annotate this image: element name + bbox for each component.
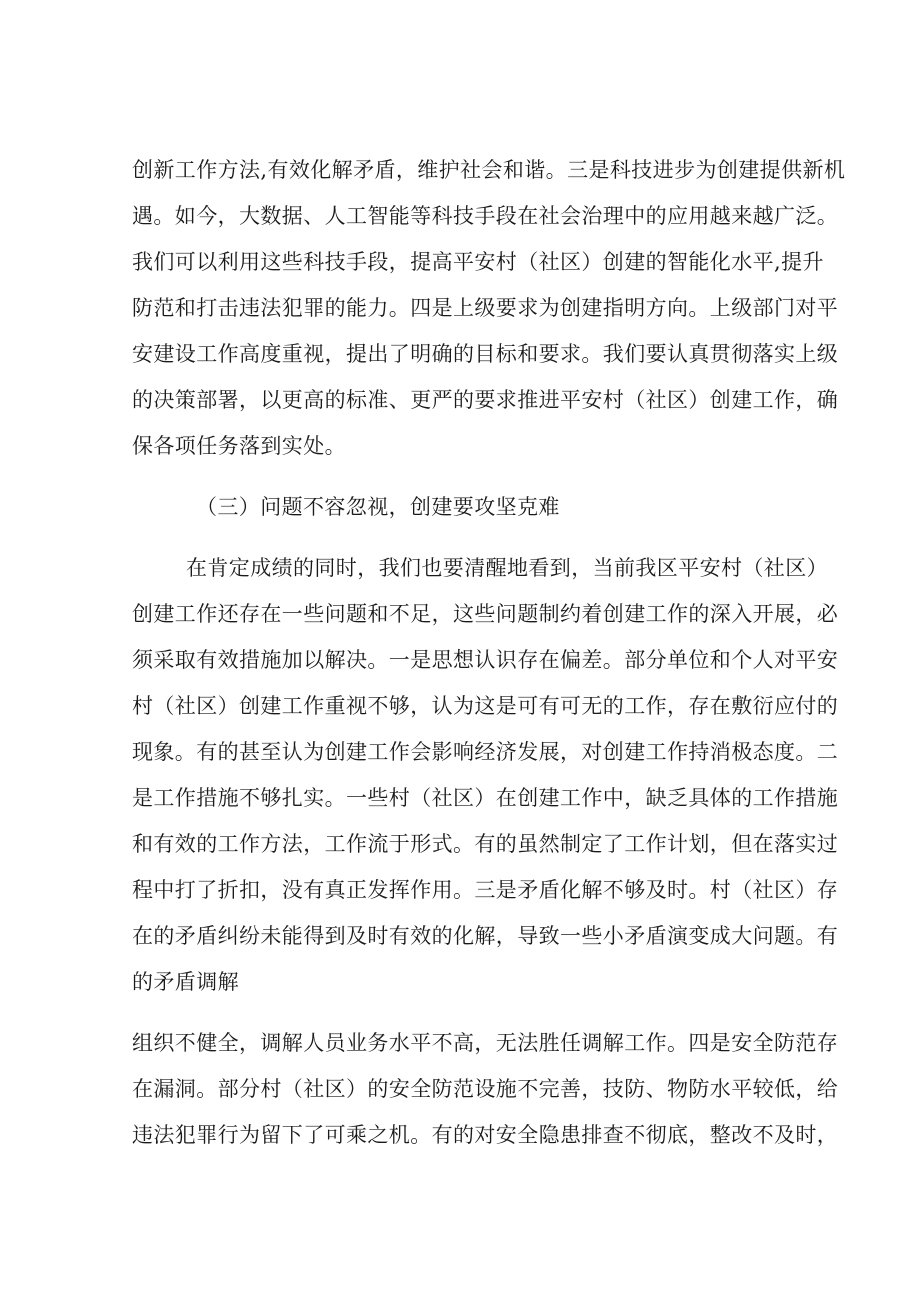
paragraph-line: 在漏洞。部分村（社区）的安全防范设施不完善，技防、物防水平较低，给 xyxy=(132,1077,839,1101)
paragraph-line: 组织不健全，调解人员业务水平不高，无法胜任调解工作。四是安全防范存 xyxy=(132,1031,839,1055)
paragraph-line: 创新工作方法,有效化解矛盾，维护社会和谐。三是科技进步为创建提供新机 xyxy=(132,158,846,182)
paragraph-line: 遇。如今，大数据、人工智能等科技手段在社会治理中的应用越来越广泛。 xyxy=(132,204,839,228)
paragraph-line: 安建设工作高度重视，提出了明确的目标和要求。我们要认真贯彻落实上级 xyxy=(132,342,839,366)
paragraph-line: 的矛盾调解 xyxy=(132,970,239,994)
paragraph-line: 现象。有的甚至认为创建工作会影响经济发展，对创建工作持消极态度。二 xyxy=(132,740,839,764)
paragraph-line: 保各项任务落到实处。 xyxy=(132,434,346,458)
paragraph-line: 违法犯罪行为留下了可乘之机。有的对安全隐患排查不彻底，整改不及时， xyxy=(132,1123,839,1147)
paragraph-line: 和有效的工作方法，工作流于形式。有的虽然制定了工作计划，但在落实过 xyxy=(132,832,839,856)
paragraph-line: 在肯定成绩的同时，我们也要清醒地看到，当前我区平安村（社区） xyxy=(186,556,828,580)
paragraph-line: 的决策部署，以更高的标准、更严的要求推进平安村（社区）创建工作，确 xyxy=(132,388,839,412)
paragraph-line: 是工作措施不够扎实。一些村（社区）在创建工作中，缺乏具体的工作措施 xyxy=(132,786,839,810)
paragraph-line: 程中打了折扣，没有真正发挥作用。三是矛盾化解不够及时。村（社区）存 xyxy=(132,878,839,902)
paragraph-line: 须采取有效措施加以解决。一是思想认识存在偏差。部分单位和个人对平安 xyxy=(132,648,839,672)
section-heading: （三）问题不容忽视，创建要攻坚克难 xyxy=(196,495,560,519)
paragraph-line: 村（社区）创建工作重视不够，认为这是可有可无的工作，存在敷衍应付的 xyxy=(132,694,839,718)
paragraph-line: 创建工作还存在一些问题和不足，这些问题制约着创建工作的深入开展，必 xyxy=(132,602,839,626)
paragraph-line: 我们可以利用这些科技手段，提高平安村（社区）创建的智能化水平,提升 xyxy=(132,250,824,274)
paragraph-line: 在的矛盾纠纷未能得到及时有效的化解，导致一些小矛盾演变成大问题。有 xyxy=(132,924,839,948)
paragraph-line: 防范和打击违法犯罪的能力。四是上级要求为创建指明方向。上级部门对平 xyxy=(132,296,839,320)
